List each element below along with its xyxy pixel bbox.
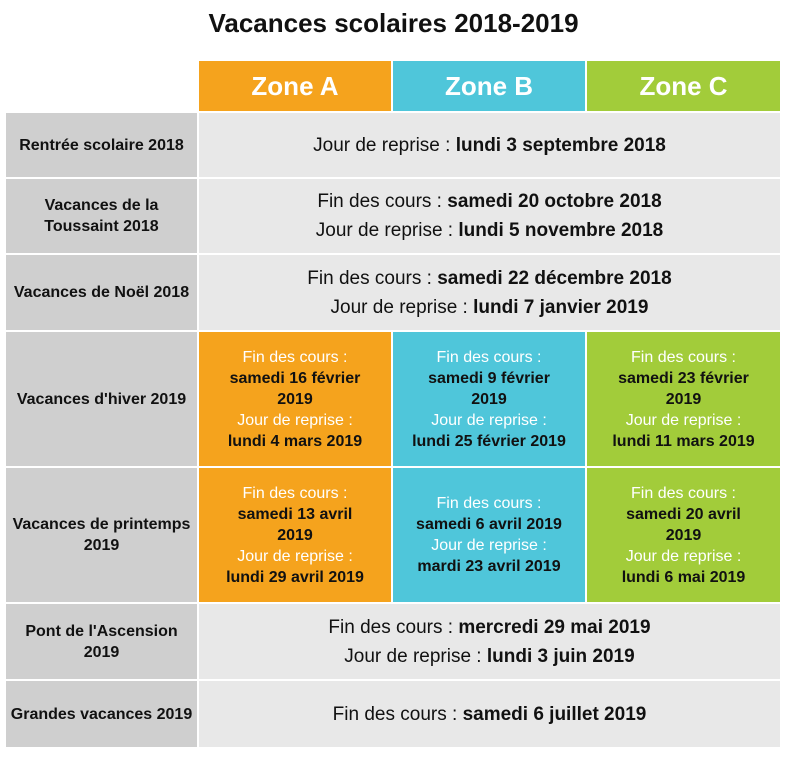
row-label-text: Vacances de la Toussaint 2018	[44, 197, 159, 235]
hiver-zone-a-cell	[199, 332, 391, 466]
reprise-date: lundi 7 janvier 2019	[473, 296, 649, 318]
fin-label: Fin des cours :	[332, 703, 458, 725]
row-label-grandes	[6, 681, 197, 747]
hiver-zone-c-cell	[587, 332, 780, 466]
row-label-text: Vacances d'hiver 2019	[16, 390, 187, 408]
fin-label: Fin des cours :	[328, 616, 454, 638]
reprise-line	[313, 131, 666, 160]
reprise-date: lundi 3 juin 2019	[486, 645, 635, 667]
row-label-rentree	[6, 113, 197, 177]
row-label-text: Grandes vacances 2019	[10, 705, 193, 723]
printemps-zone-a-cell	[199, 468, 391, 602]
reprise-label: Jour de reprise :	[625, 411, 742, 429]
fin-date: mercredi 29 mai 2019	[458, 616, 651, 638]
row-label-text: Vacances de Noël 2018	[13, 284, 190, 301]
fin-label: Fin des cours :	[242, 348, 348, 366]
reprise-line	[331, 293, 649, 322]
fin-label: Fin des cours :	[317, 191, 442, 212]
fin-label: Fin des cours :	[307, 267, 432, 289]
reprise-date: lundi 11 mars 2019	[612, 432, 755, 450]
row-label-hiver	[6, 332, 197, 466]
reprise-label: Jour de reprise :	[625, 547, 742, 565]
reprise-date: lundi 6 mai 2019	[621, 568, 746, 586]
reprise-label: Jour de reprise :	[313, 134, 451, 156]
row-label-printemps	[6, 468, 197, 602]
reprise-label: Jour de reprise :	[237, 547, 353, 565]
printemps-zone-b-cell	[393, 468, 585, 602]
row-label-ascension	[6, 604, 197, 679]
fin-date: samedi 13 avril 2019	[237, 505, 353, 544]
reprise-label: Jour de reprise :	[330, 296, 468, 318]
fin-date: samedi 16 février 2019	[229, 369, 361, 408]
reprise-line	[316, 216, 663, 245]
hiver-zone-b-cell	[393, 332, 585, 466]
printemps-zone-c-cell	[587, 468, 780, 602]
fin-date: samedi 20 octobre 2018	[447, 191, 662, 212]
reprise-date: mardi 23 avril 2019	[417, 558, 561, 575]
row-toussaint-dates	[199, 179, 780, 253]
fin-date: samedi 6 avril 2019	[416, 516, 562, 533]
fin-line	[307, 264, 671, 293]
reprise-label: Jour de reprise :	[344, 645, 482, 667]
reprise-date: lundi 25 février 2019	[412, 432, 566, 450]
row-label-text: Vacances de printemps 2019	[12, 516, 191, 554]
fin-label: Fin des cours :	[436, 348, 542, 366]
zone-a-header: Zone A	[199, 61, 391, 111]
fin-date: samedi 6 juillet 2019	[462, 703, 647, 725]
fin-date: samedi 23 février 2019	[618, 369, 749, 408]
fin-date: samedi 20 avril 2019	[626, 505, 741, 544]
fin-label: Fin des cours :	[631, 348, 736, 366]
row-label-noel	[6, 255, 197, 330]
page-title: Vacances scolaires 2018-2019	[208, 8, 579, 38]
row-noel-dates	[199, 255, 780, 330]
zone-b-header: Zone B	[393, 61, 585, 111]
reprise-label: Jour de reprise :	[237, 411, 353, 429]
reprise-label: Jour de reprise :	[315, 220, 454, 241]
reprise-date: lundi 3 septembre 2018	[455, 134, 666, 156]
fin-date: samedi 22 décembre 2018	[437, 267, 672, 289]
row-ascension-dates	[199, 604, 780, 679]
fin-label: Fin des cours :	[631, 484, 736, 502]
zone-c-header: Zone C	[587, 61, 780, 111]
fin-line	[317, 187, 661, 216]
row-label-text: Pont de l'Ascension 2019	[25, 622, 178, 661]
fin-date: samedi 9 février 2019	[428, 369, 550, 408]
row-rentree-dates	[199, 113, 780, 177]
reprise-date: lundi 4 mars 2019	[227, 432, 363, 450]
fin-label: Fin des cours :	[436, 495, 542, 512]
reprise-label: Jour de reprise :	[431, 537, 547, 554]
fin-line	[328, 613, 650, 642]
reprise-date: lundi 5 novembre 2018	[458, 220, 664, 241]
row-label-text: Rentrée scolaire 2018	[19, 136, 184, 154]
reprise-date: lundi 29 avril 2019	[226, 568, 364, 586]
reprise-label: Jour de reprise :	[431, 411, 547, 429]
fin-label: Fin des cours :	[242, 484, 348, 502]
row-grandes-dates	[199, 681, 780, 747]
reprise-line	[344, 642, 634, 671]
fin-line	[333, 700, 647, 729]
row-label-toussaint	[6, 179, 197, 253]
